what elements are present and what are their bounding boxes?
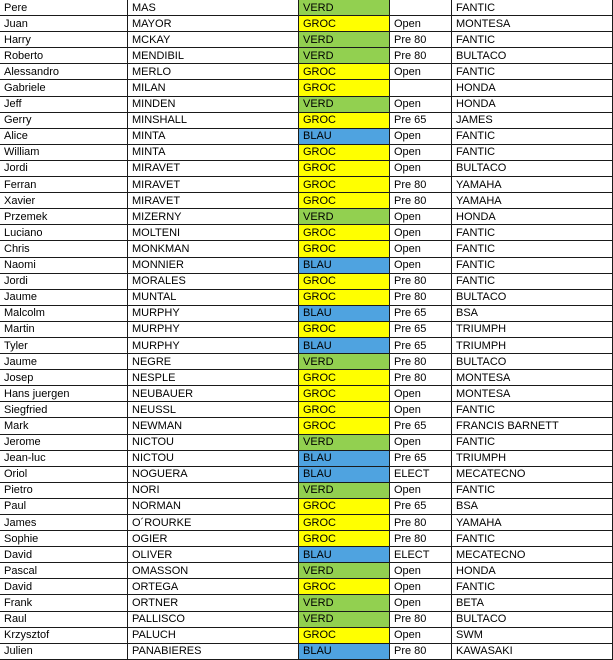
category-cell[interactable]: Open xyxy=(390,434,452,450)
last-name-cell[interactable]: ORTEGA xyxy=(128,579,299,595)
group-cell[interactable]: GROC xyxy=(299,64,390,80)
group-cell[interactable]: VERD xyxy=(299,563,390,579)
first-name-cell[interactable]: Pere xyxy=(0,0,128,16)
group-cell[interactable]: GROC xyxy=(299,160,390,176)
group-cell[interactable]: GROC xyxy=(299,515,390,531)
brand-cell[interactable]: FANTIC xyxy=(452,402,613,418)
group-cell[interactable]: VERD xyxy=(299,434,390,450)
group-cell[interactable]: BLAU xyxy=(299,450,390,466)
group-cell[interactable]: VERD xyxy=(299,209,390,225)
table-row xyxy=(0,611,613,627)
group-cell[interactable]: BLAU xyxy=(299,257,390,273)
last-name-cell[interactable]: NEWMAN xyxy=(128,418,299,434)
category-cell[interactable]: Pre 65 xyxy=(390,321,452,337)
last-name-cell[interactable]: NICTOU xyxy=(128,434,299,450)
category-cell[interactable]: Open xyxy=(390,257,452,273)
category-cell[interactable]: Open xyxy=(390,595,452,611)
brand-cell[interactable]: MONTESA xyxy=(452,370,613,386)
last-name-cell[interactable]: MOLTENI xyxy=(128,225,299,241)
brand-cell[interactable]: MONTESA xyxy=(452,386,613,402)
table-row xyxy=(0,579,613,595)
table-row xyxy=(0,96,613,112)
last-name-cell[interactable]: OGIER xyxy=(128,531,299,547)
first-name-cell[interactable]: Mark xyxy=(0,418,128,434)
brand-cell[interactable]: FANTIC xyxy=(452,579,613,595)
group-cell[interactable]: GROC xyxy=(299,273,390,289)
first-name-cell[interactable]: William xyxy=(0,144,128,160)
category-cell[interactable]: Open xyxy=(390,128,452,144)
table-row xyxy=(0,177,613,193)
group-cell[interactable]: GROC xyxy=(299,241,390,257)
last-name-cell[interactable]: NOGUERA xyxy=(128,466,299,482)
group-cell[interactable]: VERD xyxy=(299,48,390,64)
brand-cell[interactable]: BULTACO xyxy=(452,160,613,176)
first-name-cell[interactable]: Oriol xyxy=(0,466,128,482)
table-row xyxy=(0,627,613,643)
group-cell[interactable]: GROC xyxy=(299,386,390,402)
table-row xyxy=(0,402,613,418)
brand-cell[interactable]: YAMAHA xyxy=(452,193,613,209)
group-cell[interactable]: GROC xyxy=(299,16,390,32)
table-row xyxy=(0,112,613,128)
brand-cell[interactable]: FANTIC xyxy=(452,531,613,547)
table-row xyxy=(0,80,613,96)
group-cell[interactable]: BLAU xyxy=(299,466,390,482)
table-row xyxy=(0,547,613,563)
brand-cell[interactable]: HONDA xyxy=(452,96,613,112)
last-name-cell[interactable]: NEGRE xyxy=(128,354,299,370)
group-cell[interactable]: GROC xyxy=(299,370,390,386)
group-cell[interactable]: VERD xyxy=(299,354,390,370)
group-cell[interactable]: GROC xyxy=(299,80,390,96)
last-name-cell[interactable]: MAYOR xyxy=(128,16,299,32)
table-row xyxy=(0,466,613,482)
first-name-cell[interactable]: Jeff xyxy=(0,96,128,112)
group-cell[interactable]: BLAU xyxy=(299,337,390,353)
category-cell[interactable]: Pre 65 xyxy=(390,418,452,434)
group-cell[interactable]: BLAU xyxy=(299,305,390,321)
table-row xyxy=(0,273,613,289)
first-name-cell[interactable]: Jerome xyxy=(0,434,128,450)
first-name-cell[interactable]: Naomi xyxy=(0,257,128,273)
brand-cell[interactable]: BULTACO xyxy=(452,48,613,64)
last-name-cell[interactable]: PANABIERES xyxy=(128,643,299,659)
table-row xyxy=(0,160,613,176)
category-cell[interactable]: Open xyxy=(390,386,452,402)
brand-cell[interactable]: FRANCIS BARNETT xyxy=(452,418,613,434)
group-cell[interactable]: GROC xyxy=(299,402,390,418)
group-cell[interactable]: GROC xyxy=(299,498,390,514)
last-name-cell[interactable]: MINDEN xyxy=(128,96,299,112)
table-row xyxy=(0,321,613,337)
last-name-cell[interactable]: MINTA xyxy=(128,144,299,160)
brand-cell[interactable]: HONDA xyxy=(452,209,613,225)
table-row xyxy=(0,193,613,209)
last-name-cell[interactable]: MCKAY xyxy=(128,32,299,48)
group-cell[interactable]: GROC xyxy=(299,627,390,643)
category-cell[interactable]: Pre 80 xyxy=(390,370,452,386)
last-name-cell[interactable]: NORI xyxy=(128,482,299,498)
first-name-cell[interactable]: Paul xyxy=(0,498,128,514)
category-cell[interactable]: Pre 65 xyxy=(390,450,452,466)
category-cell[interactable]: Pre 65 xyxy=(390,337,452,353)
brand-cell[interactable]: KAWASAKI xyxy=(452,643,613,659)
brand-cell[interactable]: JAMES xyxy=(452,112,613,128)
table-row xyxy=(0,386,613,402)
category-cell[interactable]: Pre 80 xyxy=(390,177,452,193)
table-row xyxy=(0,418,613,434)
category-cell[interactable]: Open xyxy=(390,160,452,176)
last-name-cell[interactable]: MIRAVET xyxy=(128,177,299,193)
group-cell[interactable]: VERD xyxy=(299,0,390,16)
category-cell[interactable]: Pre 80 xyxy=(390,48,452,64)
group-cell[interactable]: BLAU xyxy=(299,128,390,144)
table-row xyxy=(0,450,613,466)
first-name-cell[interactable]: Hans juergen xyxy=(0,386,128,402)
category-cell[interactable]: Pre 65 xyxy=(390,498,452,514)
group-cell[interactable]: GROC xyxy=(299,579,390,595)
brand-cell[interactable]: FANTIC xyxy=(452,64,613,80)
group-cell[interactable]: GROC xyxy=(299,144,390,160)
category-cell[interactable]: Pre 65 xyxy=(390,305,452,321)
category-cell[interactable]: Open xyxy=(390,96,452,112)
table-row xyxy=(0,370,613,386)
first-name-cell[interactable]: Sophie xyxy=(0,531,128,547)
first-name-cell[interactable]: Frank xyxy=(0,595,128,611)
last-name-cell[interactable]: PALUCH xyxy=(128,627,299,643)
table-row xyxy=(0,515,613,531)
category-cell[interactable]: Open xyxy=(390,144,452,160)
category-cell[interactable] xyxy=(390,0,452,16)
category-cell[interactable]: Pre 80 xyxy=(390,289,452,305)
first-name-cell[interactable]: Juan xyxy=(0,16,128,32)
last-name-cell[interactable]: MURPHY xyxy=(128,321,299,337)
last-name-cell[interactable]: MURPHY xyxy=(128,337,299,353)
table-row xyxy=(0,32,613,48)
last-name-cell[interactable]: NORMAN xyxy=(128,498,299,514)
last-name-cell[interactable]: MONKMAN xyxy=(128,241,299,257)
category-cell[interactable]: Open xyxy=(390,627,452,643)
table-row xyxy=(0,144,613,160)
brand-cell[interactable]: BSA xyxy=(452,305,613,321)
group-cell[interactable]: GROC xyxy=(299,531,390,547)
table-row xyxy=(0,225,613,241)
category-cell[interactable]: Open xyxy=(390,209,452,225)
brand-cell[interactable]: FANTIC xyxy=(452,482,613,498)
category-cell[interactable]: Pre 80 xyxy=(390,515,452,531)
brand-cell[interactable]: BSA xyxy=(452,498,613,514)
table-row xyxy=(0,643,613,659)
first-name-cell[interactable]: David xyxy=(0,579,128,595)
last-name-cell[interactable]: MINTA xyxy=(128,128,299,144)
last-name-cell[interactable]: MIRAVET xyxy=(128,160,299,176)
first-name-cell[interactable]: Alice xyxy=(0,128,128,144)
brand-cell[interactable]: BULTACO xyxy=(452,611,613,627)
brand-cell[interactable]: MONTESA xyxy=(452,16,613,32)
first-name-cell[interactable]: Chris xyxy=(0,241,128,257)
last-name-cell[interactable]: MERLO xyxy=(128,64,299,80)
first-name-cell[interactable]: Roberto xyxy=(0,48,128,64)
brand-cell[interactable]: BETA xyxy=(452,595,613,611)
brand-cell[interactable]: YAMAHA xyxy=(452,515,613,531)
group-cell[interactable]: VERD xyxy=(299,482,390,498)
first-name-cell[interactable]: Raul xyxy=(0,611,128,627)
category-cell[interactable]: Open xyxy=(390,241,452,257)
group-cell[interactable]: VERD xyxy=(299,32,390,48)
group-cell[interactable]: GROC xyxy=(299,289,390,305)
last-name-cell[interactable]: MINSHALL xyxy=(128,112,299,128)
first-name-cell[interactable]: Tyler xyxy=(0,337,128,353)
category-cell[interactable]: Pre 80 xyxy=(390,354,452,370)
group-cell[interactable]: VERD xyxy=(299,611,390,627)
table-row xyxy=(0,64,613,80)
group-cell[interactable]: GROC xyxy=(299,177,390,193)
table-row xyxy=(0,257,613,273)
brand-cell[interactable]: SWM xyxy=(452,627,613,643)
first-name-cell[interactable]: Jordi xyxy=(0,273,128,289)
category-cell[interactable]: Open xyxy=(390,402,452,418)
table-row xyxy=(0,563,613,579)
last-name-cell[interactable]: MUNTAL xyxy=(128,289,299,305)
brand-cell[interactable]: FANTIC xyxy=(452,434,613,450)
first-name-cell[interactable]: Jaume xyxy=(0,289,128,305)
table-row xyxy=(0,209,613,225)
category-cell[interactable]: Open xyxy=(390,16,452,32)
last-name-cell[interactable]: MIZERNY xyxy=(128,209,299,225)
last-name-cell[interactable]: NEUBAUER xyxy=(128,386,299,402)
first-name-cell[interactable]: David xyxy=(0,547,128,563)
last-name-cell[interactable]: MAS xyxy=(128,0,299,16)
table-row xyxy=(0,531,613,547)
brand-cell[interactable]: FANTIC xyxy=(452,0,613,16)
last-name-cell[interactable]: MILAN xyxy=(128,80,299,96)
brand-cell[interactable]: TRIUMPH xyxy=(452,450,613,466)
category-cell[interactable]: Open xyxy=(390,64,452,80)
first-name-cell[interactable]: Xavier xyxy=(0,193,128,209)
first-name-cell[interactable]: Krzysztof xyxy=(0,627,128,643)
table-row xyxy=(0,128,613,144)
group-cell[interactable]: GROC xyxy=(299,418,390,434)
category-cell[interactable]: Open xyxy=(390,225,452,241)
brand-cell[interactable]: BULTACO xyxy=(452,289,613,305)
first-name-cell[interactable]: Malcolm xyxy=(0,305,128,321)
table-row xyxy=(0,482,613,498)
first-name-cell[interactable]: Josep xyxy=(0,370,128,386)
table-row xyxy=(0,434,613,450)
table-row xyxy=(0,289,613,305)
category-cell[interactable]: Pre 80 xyxy=(390,193,452,209)
brand-cell[interactable]: TRIUMPH xyxy=(452,321,613,337)
category-cell[interactable]: Pre 80 xyxy=(390,273,452,289)
group-cell[interactable]: BLAU xyxy=(299,547,390,563)
table-row xyxy=(0,48,613,64)
group-cell[interactable]: VERD xyxy=(299,96,390,112)
category-cell[interactable]: ELECT xyxy=(390,466,452,482)
category-cell[interactable] xyxy=(390,80,452,96)
table-row xyxy=(0,241,613,257)
first-name-cell[interactable]: Gabriele xyxy=(0,80,128,96)
first-name-cell[interactable]: Przemek xyxy=(0,209,128,225)
first-name-cell[interactable]: Jordi xyxy=(0,160,128,176)
group-cell[interactable]: BLAU xyxy=(299,643,390,659)
category-cell[interactable]: ELECT xyxy=(390,547,452,563)
last-name-cell[interactable]: OLIVER xyxy=(128,547,299,563)
last-name-cell[interactable]: MURPHY xyxy=(128,305,299,321)
first-name-cell[interactable]: Pietro xyxy=(0,482,128,498)
last-name-cell[interactable]: MORALES xyxy=(128,273,299,289)
brand-cell[interactable]: FANTIC xyxy=(452,32,613,48)
first-name-cell[interactable]: Jaume xyxy=(0,354,128,370)
last-name-cell[interactable]: O´ROURKE xyxy=(128,515,299,531)
brand-cell[interactable]: HONDA xyxy=(452,563,613,579)
brand-cell[interactable]: FANTIC xyxy=(452,273,613,289)
first-name-cell[interactable]: Gerry xyxy=(0,112,128,128)
first-name-cell[interactable]: James xyxy=(0,515,128,531)
table-row xyxy=(0,337,613,353)
category-cell[interactable]: Open xyxy=(390,563,452,579)
brand-cell[interactable]: HONDA xyxy=(452,80,613,96)
table-row xyxy=(0,305,613,321)
brand-cell[interactable]: FANTIC xyxy=(452,128,613,144)
group-cell[interactable]: GROC xyxy=(299,321,390,337)
table-row xyxy=(0,16,613,32)
last-name-cell[interactable]: PALLISCO xyxy=(128,611,299,627)
first-name-cell[interactable]: Luciano xyxy=(0,225,128,241)
last-name-cell[interactable]: NICTOU xyxy=(128,450,299,466)
brand-cell[interactable]: BULTACO xyxy=(452,354,613,370)
group-cell[interactable]: GROC xyxy=(299,193,390,209)
brand-cell[interactable]: FANTIC xyxy=(452,144,613,160)
brand-cell[interactable]: FANTIC xyxy=(452,241,613,257)
brand-cell[interactable]: TRIUMPH xyxy=(452,337,613,353)
category-cell[interactable]: Pre 80 xyxy=(390,611,452,627)
table-row xyxy=(0,595,613,611)
brand-cell[interactable]: FANTIC xyxy=(452,225,613,241)
first-name-cell[interactable]: Siegfried xyxy=(0,402,128,418)
last-name-cell[interactable]: ORTNER xyxy=(128,595,299,611)
last-name-cell[interactable]: MONNIER xyxy=(128,257,299,273)
group-cell[interactable]: GROC xyxy=(299,225,390,241)
first-name-cell[interactable]: Jean-luc xyxy=(0,450,128,466)
first-name-cell[interactable]: Alessandro xyxy=(0,64,128,80)
table-row xyxy=(0,498,613,514)
category-cell[interactable]: Pre 80 xyxy=(390,531,452,547)
first-name-cell[interactable]: Pascal xyxy=(0,563,128,579)
table-row xyxy=(0,0,613,16)
category-cell[interactable]: Pre 65 xyxy=(390,112,452,128)
last-name-cell[interactable]: NEUSSL xyxy=(128,402,299,418)
group-cell[interactable]: GROC xyxy=(299,112,390,128)
first-name-cell[interactable]: Martin xyxy=(0,321,128,337)
brand-cell[interactable]: YAMAHA xyxy=(452,177,613,193)
category-cell[interactable]: Open xyxy=(390,482,452,498)
last-name-cell[interactable]: MIRAVET xyxy=(128,193,299,209)
category-cell[interactable]: Pre 80 xyxy=(390,643,452,659)
brand-cell[interactable]: FANTIC xyxy=(452,257,613,273)
first-name-cell[interactable]: Julien xyxy=(0,643,128,659)
group-cell[interactable]: VERD xyxy=(299,595,390,611)
last-name-cell[interactable]: MENDIBIL xyxy=(128,48,299,64)
last-name-cell[interactable]: NESPLE xyxy=(128,370,299,386)
brand-cell[interactable]: MECATECNO xyxy=(452,466,613,482)
first-name-cell[interactable]: Harry xyxy=(0,32,128,48)
first-name-cell[interactable]: Ferran xyxy=(0,177,128,193)
table-row xyxy=(0,354,613,370)
category-cell[interactable]: Pre 80 xyxy=(390,32,452,48)
category-cell[interactable]: Open xyxy=(390,579,452,595)
last-name-cell[interactable]: OMASSON xyxy=(128,563,299,579)
brand-cell[interactable]: MECATECNO xyxy=(452,547,613,563)
